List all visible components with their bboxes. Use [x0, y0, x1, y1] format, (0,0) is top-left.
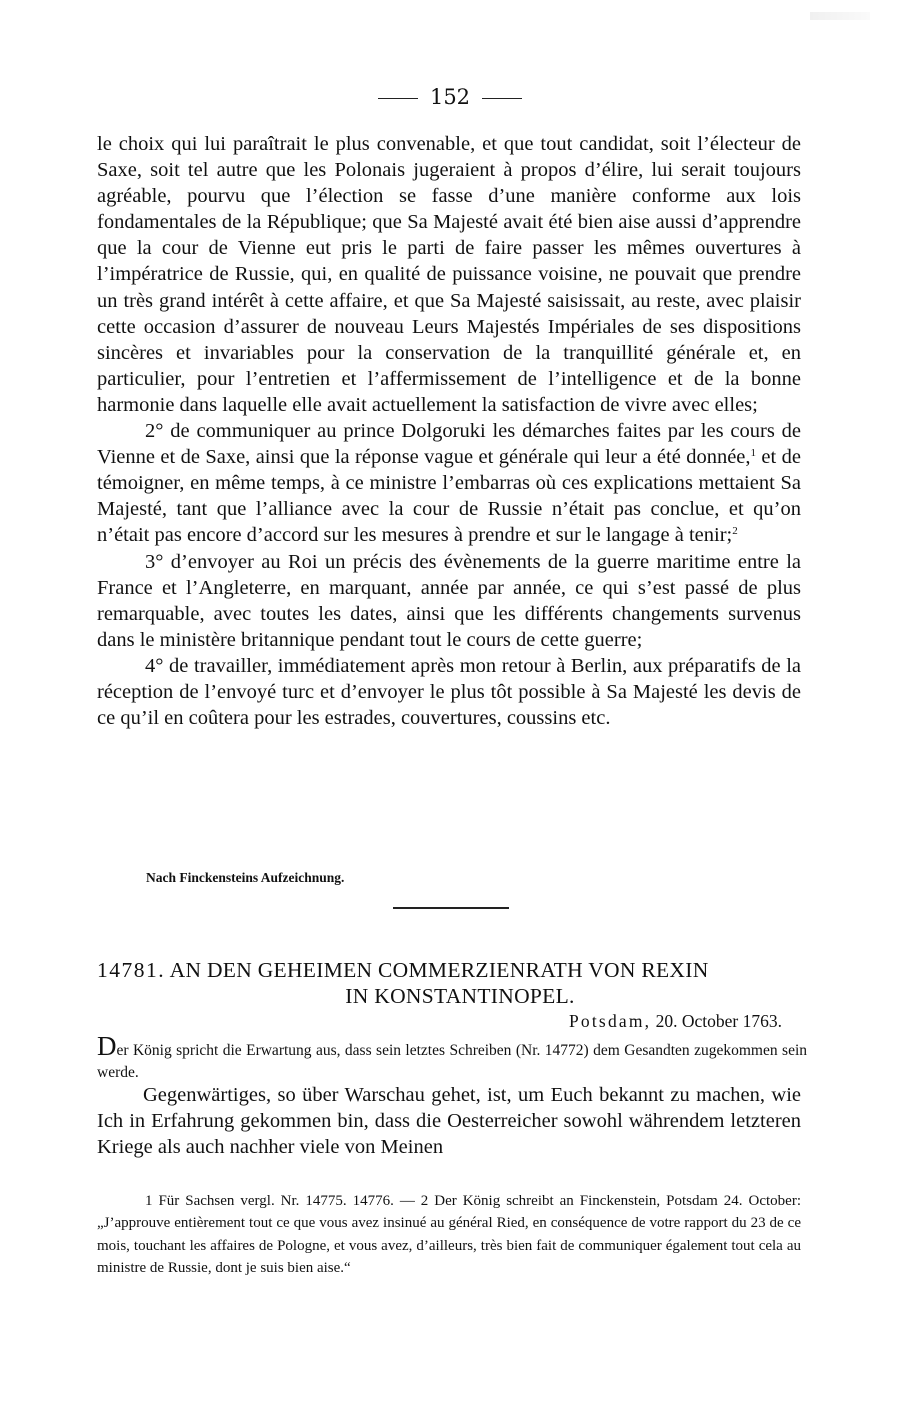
header-dash-left	[378, 98, 418, 99]
footnote-ref-1: 1	[750, 447, 757, 460]
heading-line-1: AN DEN GEHEIMEN COMMERZIENRATH VON REXIN	[169, 958, 709, 982]
footnotes	[97, 1190, 801, 1279]
footnote-text: 1 Für Sachsen vergl. Nr. 14775. 14776. — 2 Der König schreibt an Finckenstein, Potsdam 24. October: „J’approuve entièrement tout ce que vous avez insinué au général Ried, en conséquence de votre rapport du 23 de ce mois, touchant les affaires de Pologne, et vous avez, d’ailleurs, très bien fait de communiquer également tout cela au ministre de Russie, dont je suis bien aise.“	[97, 1193, 801, 1276]
date-rest: 20. October 1763.	[651, 1011, 782, 1031]
date-place: Potsdam,	[568, 1011, 652, 1031]
header-dash-right	[482, 98, 522, 99]
paragraph-2-part-b: et de témoigner, en même temps, à ce ministre l’embarras où ces explications mettaient Sa Majesté, tant que l’alliance avec la cour de Russie n’était pas conclue, et qu’on n’était pas encore d’accord sur les mesures à prendre et sur le langage à tenir;	[97, 446, 801, 547]
document-heading	[97, 957, 801, 1009]
document-summary	[97, 1031, 807, 1084]
heading-line-2: IN KONSTANTINOPEL.	[345, 984, 575, 1008]
paragraph-2	[97, 418, 801, 548]
summary-text: er König spricht die Erwartung aus, dass sein letztes Schreiben (Nr. 14772) dem Gesandten zugekommen sein werde.	[97, 1042, 807, 1081]
page-number: 152	[429, 85, 471, 109]
document-paragraph: Gegenwärtiges, so über Warschau gehet, ist, um Euch bekannt zu machen, wie Ich in Erfahrung gekommen bin, dass die Oesterreicher sowohl währendem letzteren Kriege als auch nachher viele von Meinen	[97, 1084, 801, 1158]
footnote-ref-2: 2	[732, 525, 738, 538]
document-text	[97, 1082, 801, 1160]
document-number: 14781.	[97, 958, 166, 982]
paragraph-2-part-a: 2° de communiquer au prince Dolgoruki les démarches faites par les cours de Vienne et de Saxe, ainsi que la réponse vague et générale qui leur a été donnée,	[97, 420, 801, 469]
summary-initial: D	[97, 1031, 117, 1061]
paragraph-3: 3° d’envoyer au Roi un précis des évènements de la guerre maritime entre la France et l’Angleterre, en marquant, année par année, ce qui s’est passé de plus remarquable, avec toutes les dates, ainsi que les différents changements survenus dans le ministère britannique pendant tout le cours de cette guerre;	[97, 550, 801, 651]
scan-artifact	[810, 12, 870, 20]
body-text	[97, 131, 801, 731]
page-header	[0, 84, 900, 110]
paragraph-1: le choix qui lui paraîtrait le plus convenable, et que tout candidat, soit l’électeur de Saxe, soit tel autre que les Polonais jugeraient à propos d’élire, lui serait toujours agréable, pourvu que l’élection se fasse d’une manière conforme aux lois fondamentales de la République; que Sa Majesté avait été bien aise aussi d’apprendre que la cour de Vienne eut pris le parti de faire passer les mêmes ouvertures à l’impératrice de Russie, qui, en qualité de puissance voisine, ne pouvait que prendre un très grand intérêt à cette affaire, et que Sa Majesté saisissait, au reste, avec plaisir cette occasion d’assurer de nouveau Leurs Majestés Impériales de ses dispositions sincères et invariables pour la conservation de la tranquillité générale et, en particulier, pour l’entretien et l’affermissement de l’intelligence et de la bonne harmonie dans laquelle elle avait actuellement la satisfaction de vivre avec elles;	[97, 133, 801, 416]
paragraph-4: 4° de travailler, immédiatement après mon retour à Berlin, aux préparatifs de la réception de l’envoyé turc et d’envoyer le plus tôt possible à Sa Majesté les devis de ce qu’il en coûtera pour les estrades, couvertures, coussins etc.	[97, 654, 801, 730]
source-note: Nach Finckensteins Aufzeichnung.	[146, 870, 345, 885]
section-divider	[393, 907, 509, 909]
dateline	[569, 1011, 782, 1032]
